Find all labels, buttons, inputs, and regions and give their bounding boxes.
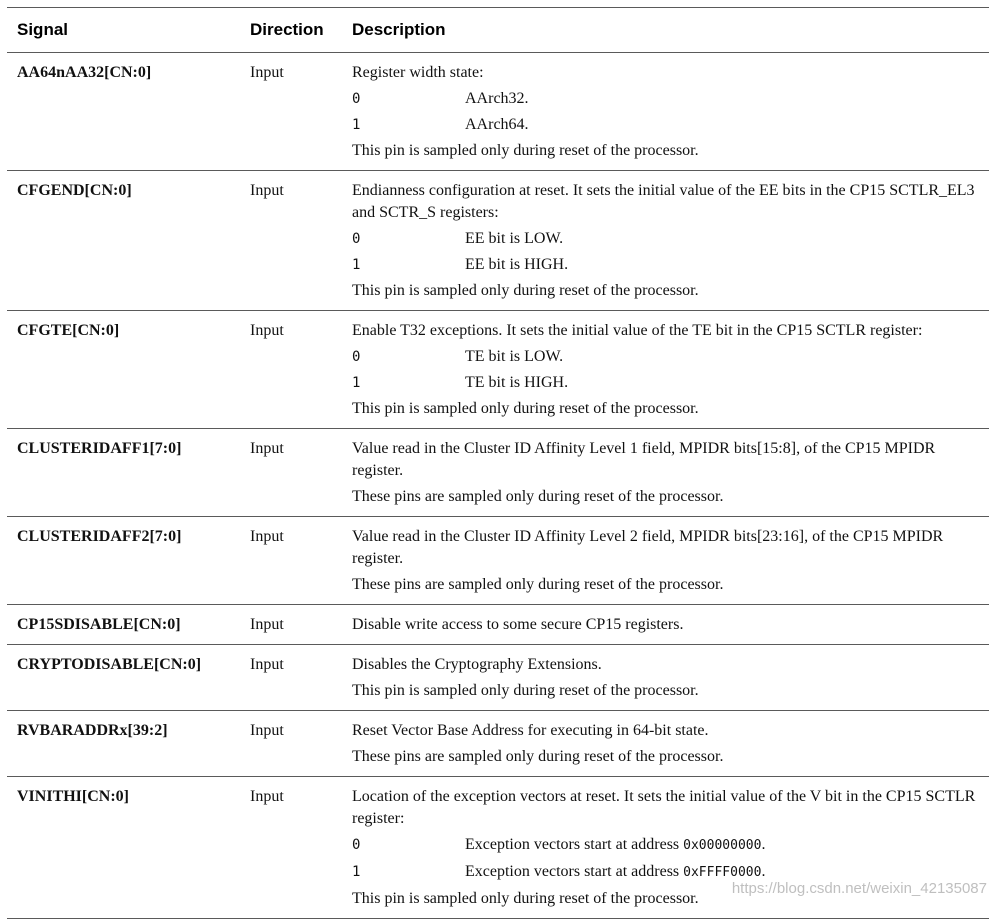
- value-key: 1: [352, 257, 361, 273]
- value-text: [465, 254, 979, 276]
- value-meaning: Exception vectors start at address: [465, 863, 684, 880]
- value-text: [465, 88, 979, 110]
- table-header-row: [7, 8, 989, 53]
- signal-direction: Input: [240, 171, 342, 311]
- value-address-code: 0xFFFF0000: [683, 865, 762, 880]
- value-row: [352, 346, 979, 368]
- signal-direction: Input: [240, 645, 342, 711]
- signal-description: [342, 311, 989, 429]
- value-row: [352, 228, 979, 250]
- value-key: 1: [352, 117, 361, 133]
- signal-direction: Input: [240, 429, 342, 517]
- table-body: [7, 53, 989, 919]
- table-row: [7, 517, 989, 605]
- signal-name: CFGTE[CN:0]: [7, 311, 240, 429]
- description-intro: Disables the Cryptography Extensions.: [352, 656, 602, 673]
- signal-description: [342, 517, 989, 605]
- signal-description: [342, 711, 989, 777]
- signal-name: CLUSTERIDAFF1[7:0]: [7, 429, 240, 517]
- value-meaning: AArch64.: [465, 116, 529, 133]
- description-intro: Disable write access to some secure CP15 registers.: [352, 616, 684, 633]
- header-description: Description: [342, 8, 989, 53]
- signal-name: VINITHI[CN:0]: [7, 777, 240, 919]
- signal-name: RVBARADDRx[39:2]: [7, 711, 240, 777]
- value-row: [352, 114, 979, 136]
- signal-name: CFGEND[CN:0]: [7, 171, 240, 311]
- value-text: [465, 834, 979, 857]
- signal-description: [342, 171, 989, 311]
- signal-name: CLUSTERIDAFF2[7:0]: [7, 517, 240, 605]
- value-key: 0: [352, 349, 361, 365]
- value-key: 0: [352, 91, 361, 107]
- table-row: [7, 605, 989, 645]
- value-suffix: .: [761, 836, 766, 853]
- description-intro: Register width state:: [352, 64, 484, 81]
- signal-table: [7, 7, 989, 919]
- table-row: [7, 645, 989, 711]
- signal-name: CRYPTODISABLE[CN:0]: [7, 645, 240, 711]
- value-text: [465, 372, 979, 394]
- description-note: This pin is sampled only during reset of the processor.: [352, 400, 699, 417]
- signal-name: CP15SDISABLE[CN:0]: [7, 605, 240, 645]
- description-note: This pin is sampled only during reset of the processor.: [352, 142, 699, 159]
- signal-direction: Input: [240, 311, 342, 429]
- signal-table-document: [7, 7, 989, 919]
- value-text: [465, 228, 979, 250]
- table-row: [7, 777, 989, 919]
- value-row: [352, 372, 979, 394]
- description-note: This pin is sampled only during reset of the processor.: [352, 890, 699, 907]
- description-intro: Reset Vector Base Address for executing in 64-bit state.: [352, 722, 709, 739]
- watermark: https://blog.csdn.net/weixin_42135087: [731, 880, 987, 897]
- value-key: 0: [352, 231, 361, 247]
- signal-direction: Input: [240, 605, 342, 645]
- signal-description: [342, 645, 989, 711]
- value-text: [465, 346, 979, 368]
- description-note: These pins are sampled only during reset of the processor.: [352, 576, 724, 593]
- value-meaning: TE bit is LOW.: [465, 348, 564, 365]
- description-intro: Endianness configuration at reset. It sets the initial value of the EE bits in the CP15 SCTLR_EL3 and SCTR_S registers:: [352, 182, 975, 221]
- value-meaning: Exception vectors start at address: [465, 836, 684, 853]
- table-row: [7, 53, 989, 171]
- header-direction: Direction: [240, 8, 342, 53]
- value-row: [352, 834, 979, 857]
- signal-description: [342, 777, 989, 919]
- table-row: [7, 311, 989, 429]
- signal-direction: Input: [240, 53, 342, 171]
- value-key: 1: [352, 375, 361, 391]
- description-note: This pin is sampled only during reset of the processor.: [352, 682, 699, 699]
- signal-description: [342, 53, 989, 171]
- header-signal: Signal: [7, 8, 240, 53]
- description-intro: Location of the exception vectors at reset. It sets the initial value of the V bit in the CP15 SCTLR register:: [352, 788, 976, 827]
- value-text: [465, 114, 979, 136]
- description-note: These pins are sampled only during reset of the processor.: [352, 748, 724, 765]
- description-intro: Enable T32 exceptions. It sets the initial value of the TE bit in the CP15 SCTLR register:: [352, 322, 923, 339]
- value-meaning: TE bit is HIGH.: [465, 374, 569, 391]
- description-intro: Value read in the Cluster ID Affinity Level 2 field, MPIDR bits[23:16], of the CP15 MPIDR register.: [352, 528, 944, 567]
- signal-name: AA64nAA32[CN:0]: [7, 53, 240, 171]
- value-meaning: AArch32.: [465, 90, 529, 107]
- value-key: 0: [352, 837, 361, 853]
- value-key: 1: [352, 864, 361, 880]
- table-row: [7, 429, 989, 517]
- value-row: [352, 254, 979, 276]
- value-address-code: 0x00000000: [683, 838, 762, 853]
- signal-description: [342, 429, 989, 517]
- description-note: These pins are sampled only during reset of the processor.: [352, 488, 724, 505]
- signal-direction: Input: [240, 517, 342, 605]
- table-row: [7, 711, 989, 777]
- description-note: This pin is sampled only during reset of the processor.: [352, 282, 699, 299]
- value-suffix: .: [761, 863, 766, 880]
- signal-direction: Input: [240, 777, 342, 919]
- description-intro: Value read in the Cluster ID Affinity Level 1 field, MPIDR bits[15:8], of the CP15 MPIDR register.: [352, 440, 936, 479]
- table-row: [7, 171, 989, 311]
- signal-description: [342, 605, 989, 645]
- value-row: [352, 88, 979, 110]
- signal-direction: Input: [240, 711, 342, 777]
- value-meaning: EE bit is LOW.: [465, 230, 564, 247]
- value-meaning: EE bit is HIGH.: [465, 256, 569, 273]
